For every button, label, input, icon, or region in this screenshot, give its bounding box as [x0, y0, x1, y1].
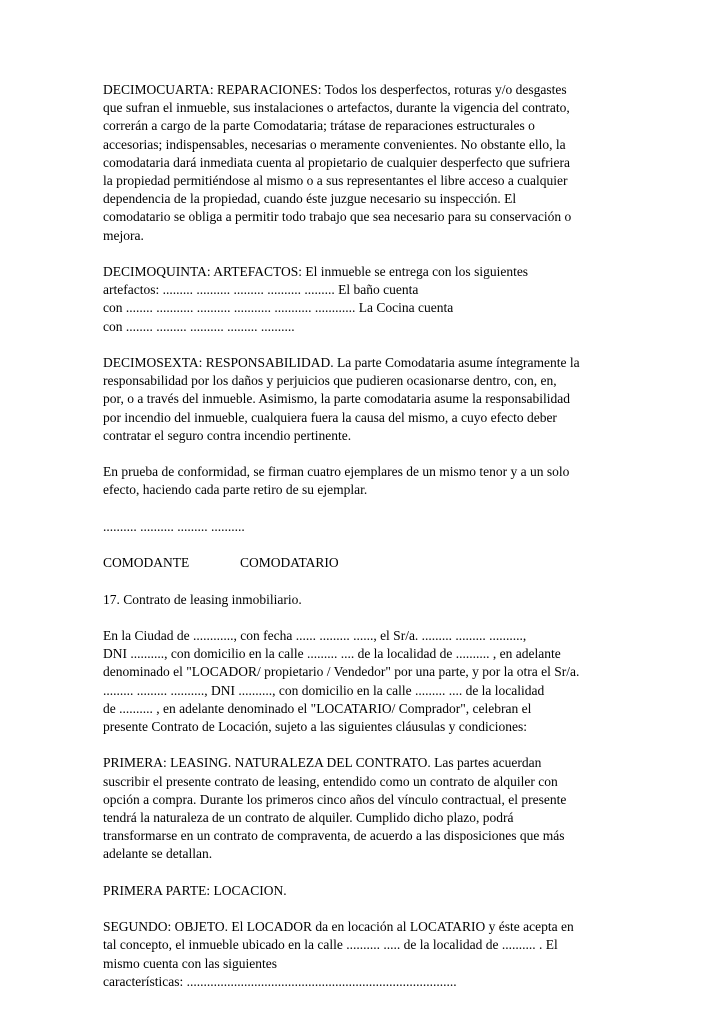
signature-comodatario: COMODATARIO: [240, 555, 339, 571]
text-line: suscribir el presente contrato de leasing, entendido como un contrato de alquiler con: [103, 773, 558, 789]
clause-decimoquinta: [103, 263, 638, 336]
text-line: ......... ......... .........., DNI .........., con domicilio en la calle ......... .... de la localidad: [103, 682, 545, 698]
text-line: de .......... , en adelante denominado el "LOCATARIO/ Comprador", celebran el: [103, 700, 532, 716]
text-line: mismo cuenta con las siguientes: [103, 955, 277, 971]
signature-comodante: COMODANTE: [103, 555, 190, 571]
text-line: denominado el "LOCADOR/ propietario / Vendedor" por una parte, y por la otra el Sr/a.: [103, 664, 580, 680]
text-line: correrán a cargo de la parte Comodataria; trátase de reparaciones estructurales o: [103, 118, 535, 134]
text-line: características: ................................................................................: [103, 973, 457, 989]
text-line: DNI .........., con domicilio en la calle ......... .... de la localidad de .......... , en adelante: [103, 646, 561, 662]
document-page: [103, 81, 638, 1009]
text-line: por incendio del inmueble, cualquiera fuera la causa del mismo, a cuyo efecto deber: [103, 409, 557, 425]
text-line: tal concepto, el inmueble ubicado en la calle .......... ..... de la localidad de .......... . El: [103, 937, 558, 953]
text-line: DECIMOQUINTA: ARTEFACTOS: El inmueble se entrega con los siguientes: [103, 264, 529, 280]
text-line: presente Contrato de Locación, sujeto a las siguientes cláusulas y condiciones:: [103, 719, 528, 734]
text-line: por, o a través del inmueble. Asimismo, la parte comodataria asume la responsabilidad: [103, 391, 570, 407]
text-line: DECIMOCUARTA: REPARACIONES: Todos los desperfectos, roturas y/o desgastes: [103, 82, 567, 97]
text-line: En prueba de conformidad, se firman cuatro ejemplares de un mismo tenor y a un solo: [103, 464, 570, 480]
conformity-paragraph: [103, 463, 638, 499]
text-line: contratar el seguro contra incendio pertinente.: [103, 427, 352, 443]
clause-decimocuarta: [103, 81, 638, 245]
text-line: efecto, haciendo cada parte retiro de su ejemplar.: [103, 482, 368, 498]
signature-dots: [103, 518, 638, 536]
clause-decimosexta: [103, 354, 638, 445]
text-line: mejora.: [103, 227, 144, 243]
clause-segundo: [103, 918, 638, 991]
text-line: PRIMERA: LEASING. NATURALEZA DEL CONTRATO. Las partes acuerdan: [103, 755, 542, 771]
text-line: .......... .......... ......... ..........: [103, 518, 245, 534]
part-heading: [103, 882, 638, 900]
text-line: la propiedad permitiéndose al mismo o a sus representantes el libre acceso a cualquier: [103, 173, 568, 189]
text-line: transformarse en un contrato de compraventa, de acuerdo a las disposiciones que más: [103, 828, 565, 844]
text-line: PRIMERA PARTE: LOCACION.: [103, 882, 287, 898]
text-line: comodataria dará inmediata cuenta al propietario de cualquier desperfecto que sufriera: [103, 154, 571, 170]
signature-row: [103, 554, 638, 572]
text-line: que sufran el inmueble, sus instalaciones o artefactos, durante la vigencia del contrato,: [103, 100, 570, 116]
text-line: En la Ciudad de ............, con fecha ...... ......... ......, el Sr/a. ......... ......... ..........,: [103, 627, 527, 643]
contract-intro: [103, 627, 638, 736]
text-line: responsabilidad por los daños y perjuicios que pudieren ocasionarse dentro, con, en,: [103, 373, 557, 389]
text-line: DECIMOSEXTA: RESPONSABILIDAD. La parte Comodataria asume íntegramente la: [103, 355, 580, 371]
section-title: [103, 591, 638, 609]
text-line: adelante se detallan.: [103, 846, 213, 862]
text-line: con ........ ........... .......... ........... ........... ............ La Cocina cuenta: [103, 300, 454, 316]
text-line: tendrá la naturaleza de un contrato de alquiler. Cumplido dicho plazo, podrá: [103, 810, 514, 825]
text-line: dependencia de la propiedad, cuando éste juzgue necesario su inspección. El: [103, 191, 517, 207]
text-line: comodatario se obliga a permitir todo trabajo que sea necesario para su conservación o: [103, 209, 572, 225]
text-line: SEGUNDO: OBJETO. El LOCADOR da en locación al LOCATARIO y éste acepta en: [103, 919, 574, 935]
text-line: accesorias; indispensables, necesarias o meramente convenientes. No obstante ello, la: [103, 136, 566, 152]
text-line: con ........ ......... .......... ......... ..........: [103, 318, 295, 334]
text-line: artefactos: ......... .......... ......... .......... ......... El baño cuenta: [103, 282, 419, 298]
text-line: 17. Contrato de leasing inmobiliario.: [103, 591, 302, 607]
clause-primera: [103, 754, 638, 863]
text-line: opción a compra. Durante los primeros cinco años del vínculo contractual, el presente: [103, 791, 567, 807]
